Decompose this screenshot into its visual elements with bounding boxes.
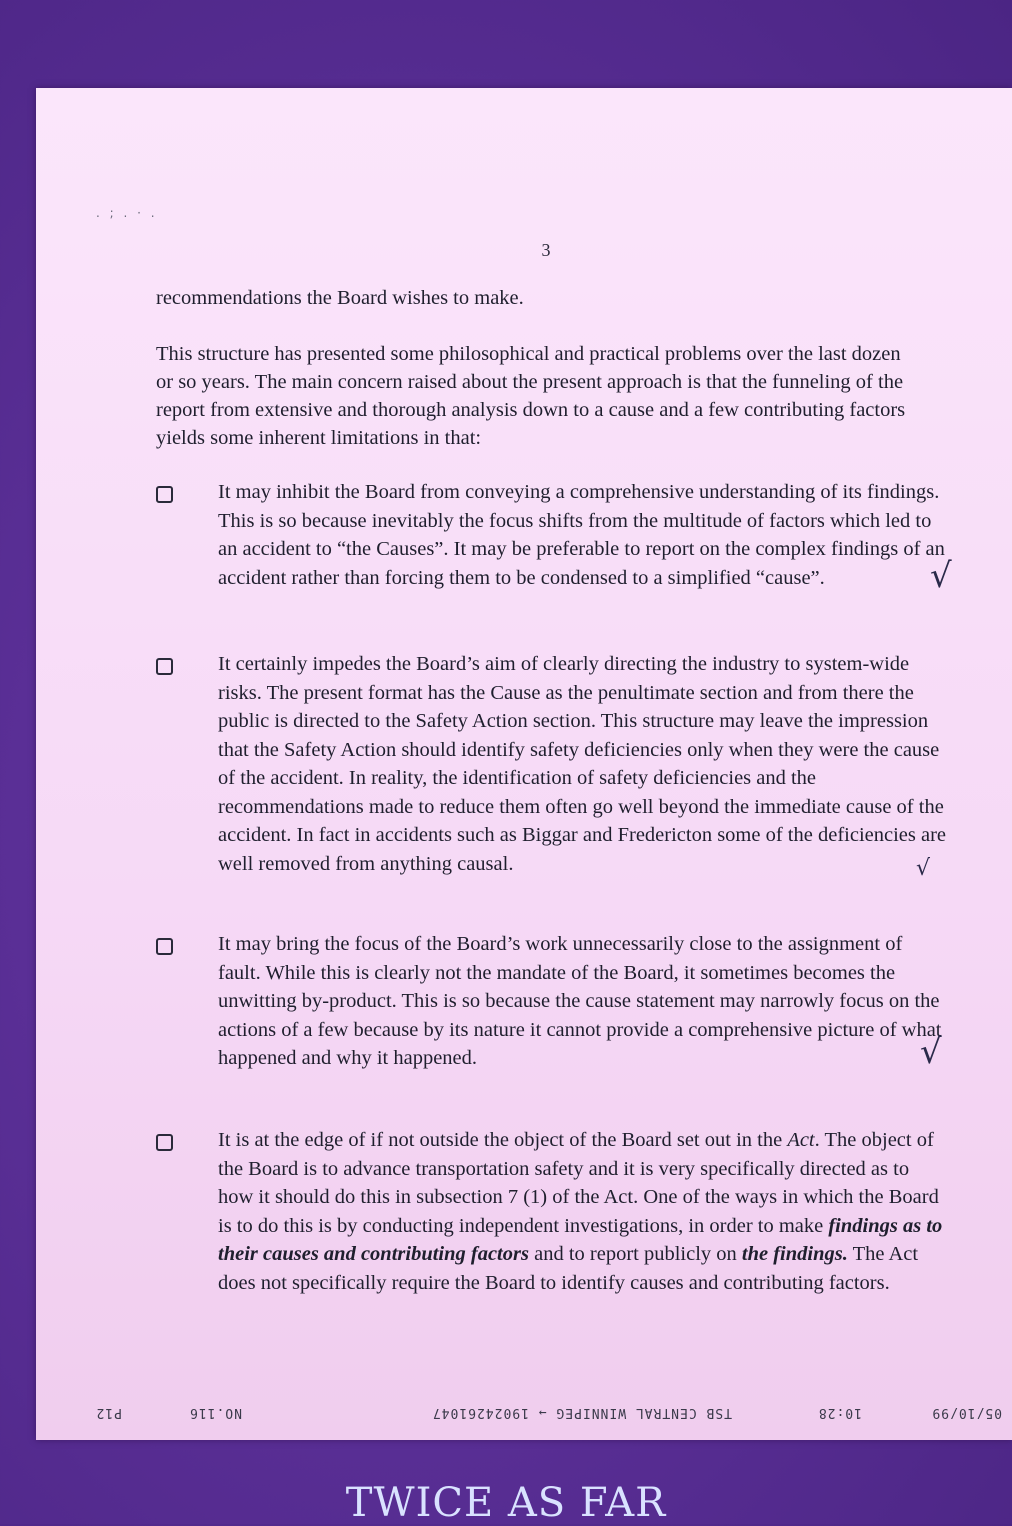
- fax-number: NO.116: [189, 1405, 242, 1420]
- fax-time: 10:28: [817, 1405, 862, 1420]
- act-reference: Act: [787, 1129, 815, 1151]
- checkbox-bullet-icon: [156, 658, 173, 675]
- checkbox-bullet-icon: [156, 486, 173, 503]
- bullet-text-part: and to report publicly on: [528, 1243, 742, 1265]
- fax-date: 05/10/99: [931, 1405, 1002, 1420]
- fax-sender: TSB CENTRAL WINNIPEG → 19024261047: [431, 1405, 732, 1420]
- bullet-text: [218, 1126, 948, 1297]
- bullet-text: It may bring the focus of the Board’s work unnecessarily close to the assignment of fault. While this is clearly not the mandate of the Board, it sometimes becomes the unwitting by-product. This is so because the cause statement may narrowly focus on the actions of a few because by its nature it cannot provide a comprehensive picture of what happened and why it happened.: [218, 933, 942, 1069]
- intro-paragraph: This structure has presented some philosophical and practical problems over the last dozen or so years. The main concern raised about the present approach is that the funneling of the report from extensive and thorough analysis down to a cause and a few contributing factors yields some inherent limitations in that:: [156, 343, 906, 449]
- handwritten-check-icon: √: [920, 1032, 942, 1072]
- scan-speckle: . ; . · .: [96, 206, 158, 220]
- handwritten-check-icon: √: [916, 856, 931, 881]
- document-page: [36, 88, 1012, 1440]
- page-number: 3: [541, 240, 551, 260]
- bullet-text: It certainly impedes the Board’s aim of clearly directing the industry to system-wide risks. The present format has the Cause as the penultimate section and from there the public is directed to the Safety Action section. This structure may leave the impression that the Safety Action should identify safety deficiencies only when they were the cause of the accident. In reality, the identification of safety deficiencies and the recommendations made to reduce them often go well beyond the immediate cause of the accident. In fact in accidents such as Biggar and Fredericton some of the deficiencies are well removed from anything causal.: [218, 653, 947, 875]
- bullet-text: It may inhibit the Board from conveying a comprehensive understanding of its findings. This is so because inevitably the focus shifts from the multitude of factors which led to an accident to “the Causes”. It may be preferable to report on the complex findings of an accident rather than forcing them to be condensed to a simplified “cause”.: [218, 481, 945, 589]
- fax-page: P12: [95, 1405, 122, 1420]
- emphasis-findings: findings as to their causes and contributing factors: [218, 1214, 943, 1265]
- watermark-text: TWICE AS FAR: [345, 1480, 667, 1526]
- handwritten-check-icon: √: [930, 556, 952, 596]
- checkbox-bullet-icon: [156, 938, 173, 955]
- bullet-text-part: It is at the edge of if not outside the object of the Board set out in the: [218, 1129, 788, 1151]
- checkbox-bullet-icon: [156, 1134, 173, 1151]
- emphasis-the-findings: the findings.: [741, 1243, 848, 1265]
- bullet-text-part: . The object of the Board is to advance transportation safety and it is very specifically directed as to how it should do this in subsection 7 (1) of the Act. One of the ways in which the Board is to do this is by conducting independent investigations, in order to make: [218, 1129, 939, 1237]
- fax-header-line: [36, 1400, 1012, 1424]
- bullet-text-part: The Act does not specifically require the Board to identify causes and contributing factors.: [218, 1243, 919, 1294]
- opening-line: recommendations the Board wishes to make.: [156, 287, 524, 309]
